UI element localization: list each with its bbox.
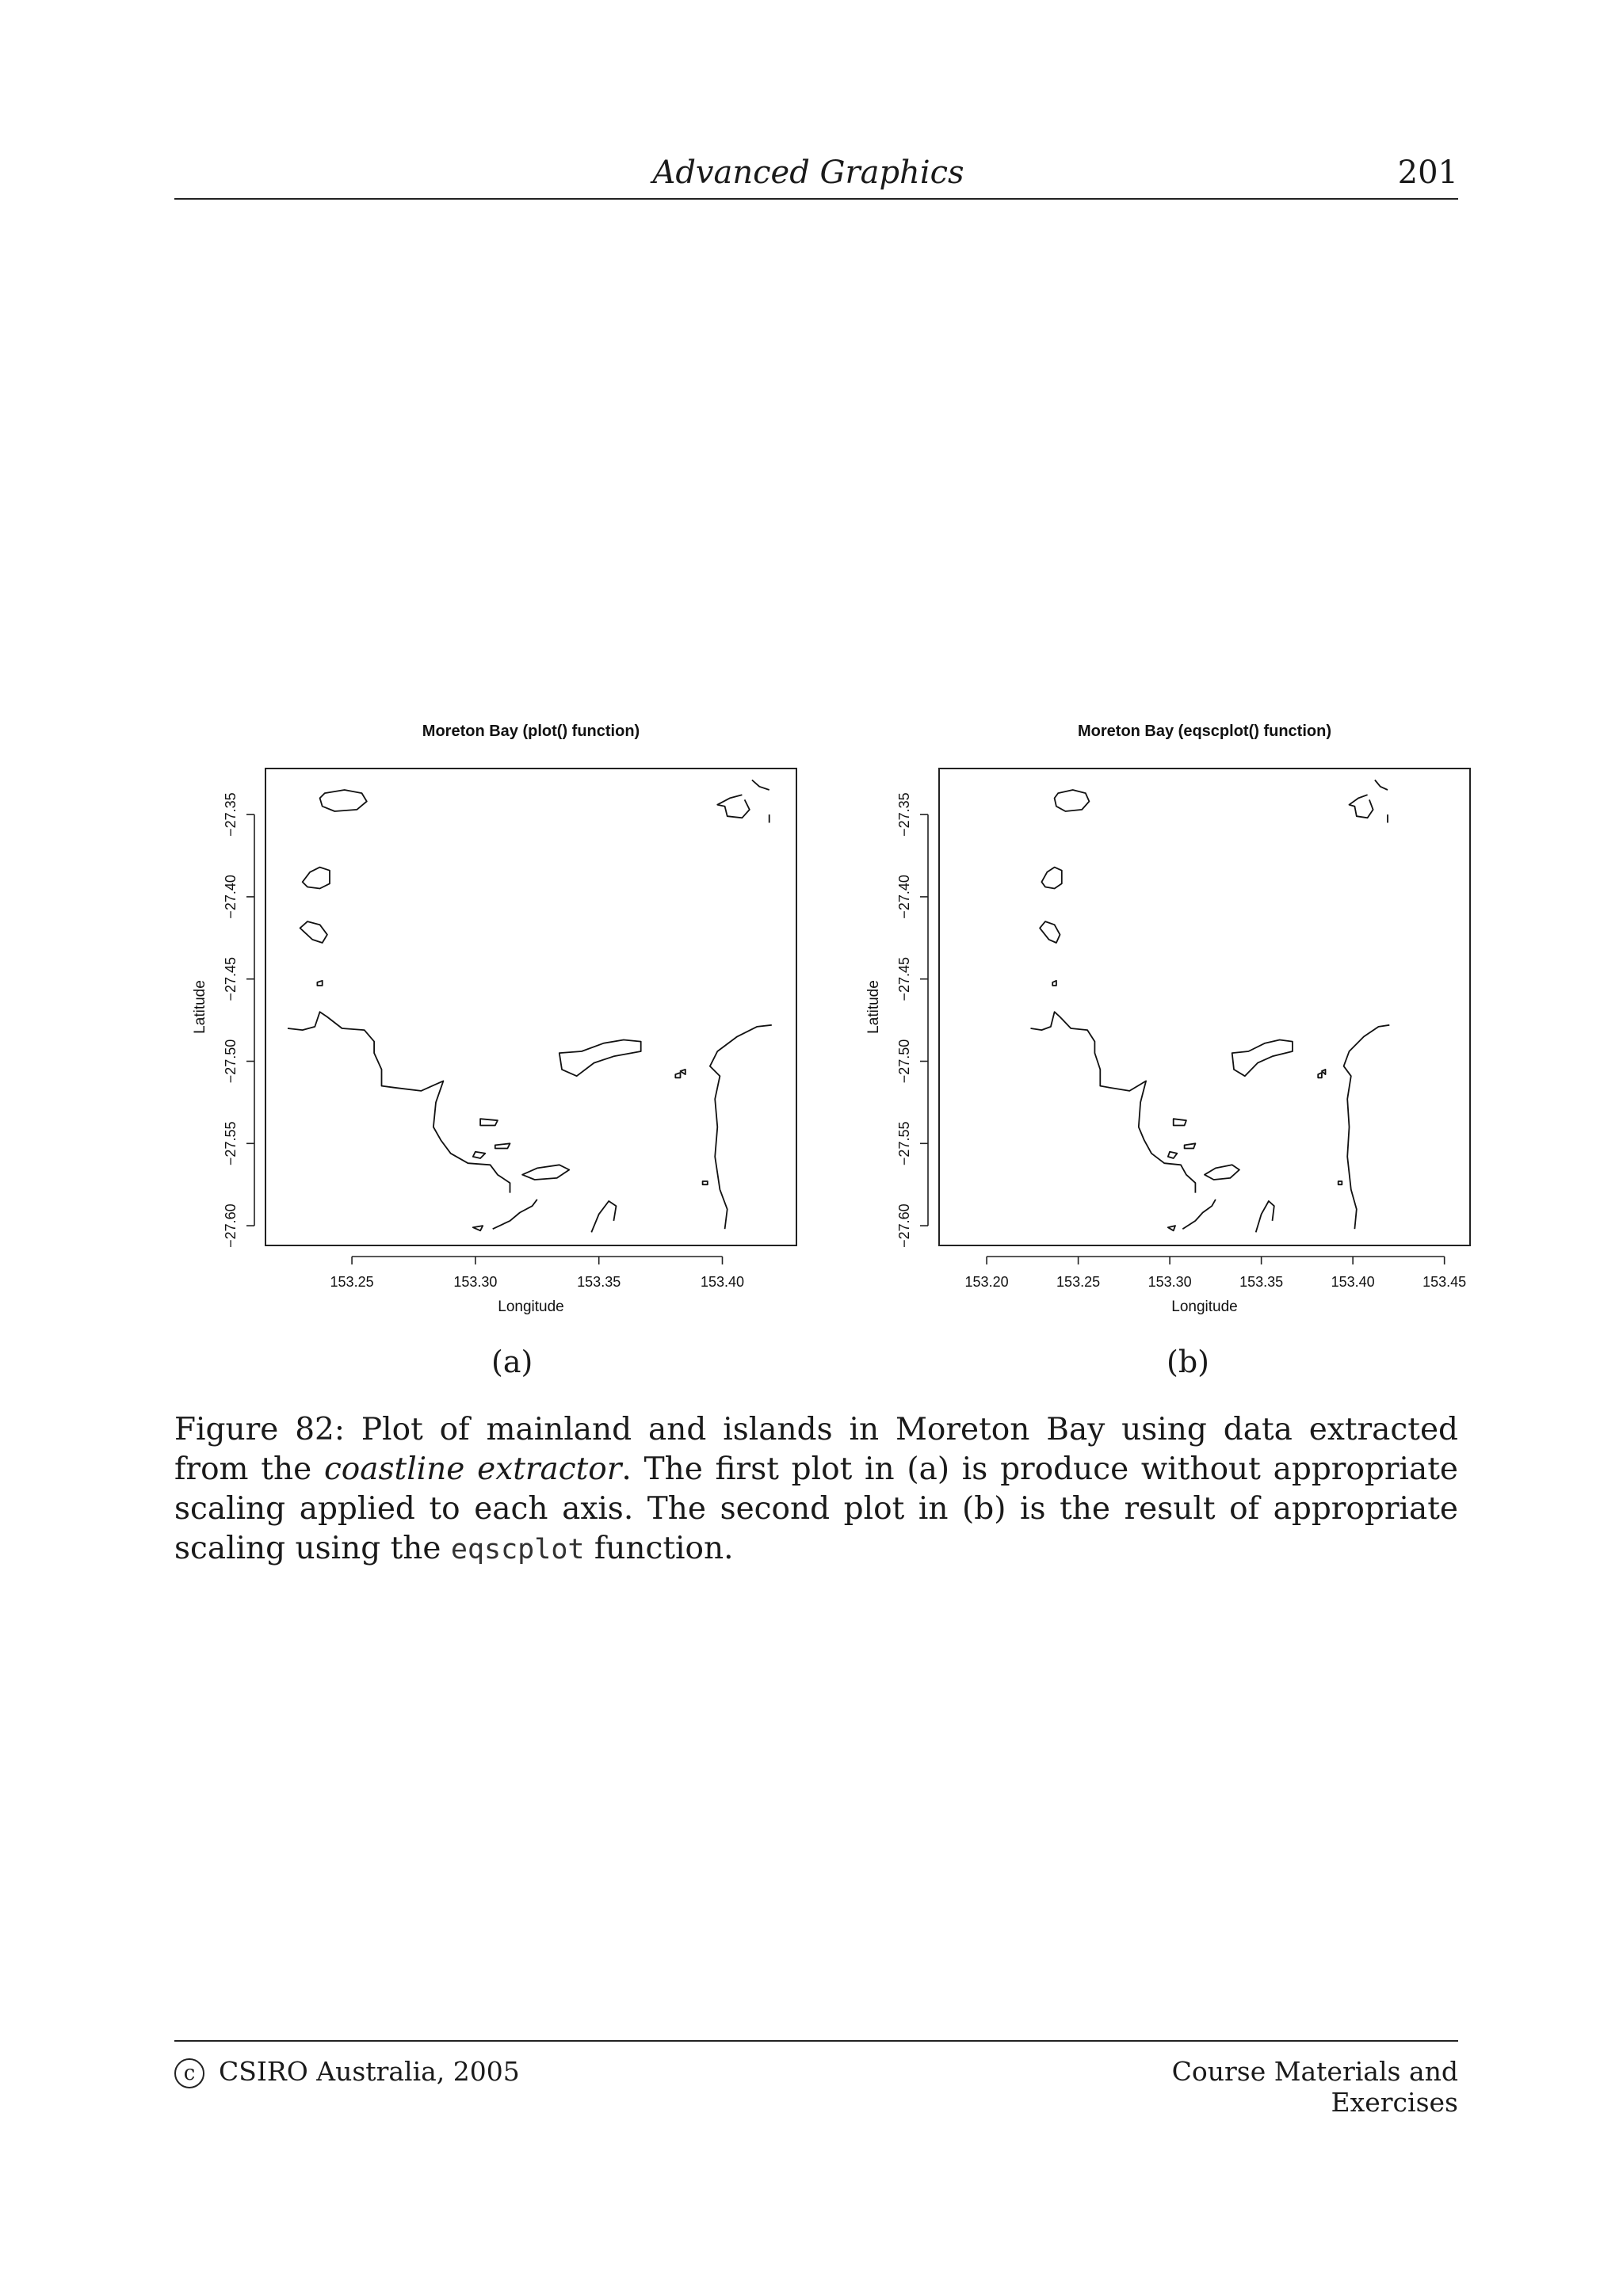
y-tick-label: −27.35 <box>223 792 239 837</box>
x-tick-label: 153.35 <box>1239 1274 1284 1290</box>
x-tick-label: 153.45 <box>1423 1274 1467 1290</box>
island-outline <box>300 921 327 943</box>
y-tick-label: −27.35 <box>896 792 912 837</box>
x-axis <box>330 1257 745 1290</box>
y-tick-label: −27.45 <box>896 956 912 1001</box>
coastline-segment <box>752 780 769 791</box>
island-outline <box>1205 1165 1239 1180</box>
copyright-symbol: c <box>174 2058 204 2088</box>
x-tick-label: 153.25 <box>330 1274 374 1290</box>
caption-lead: Figure 82: Plot of mainland and islands in Moreton Bay using data extracted from the <box>174 1412 1458 1487</box>
footer-right-text: Course Materials and Exercises <box>1171 2056 1458 2118</box>
coastline-segment <box>591 1201 616 1232</box>
coastline-segment <box>1350 795 1373 818</box>
y-tick-label: −27.40 <box>223 875 239 919</box>
y-tick-label: −27.40 <box>896 875 912 919</box>
header-rule <box>174 198 1458 200</box>
y-tick-label: −27.50 <box>223 1039 239 1084</box>
island-outline <box>522 1165 569 1180</box>
y-axis <box>896 792 928 1248</box>
caption-tail: function. <box>584 1531 734 1566</box>
y-tick-label: −27.55 <box>223 1121 239 1166</box>
coastline-layer <box>288 780 772 1233</box>
island-outline <box>495 1143 510 1148</box>
island-outline <box>1041 868 1061 889</box>
island-outline <box>1168 1226 1175 1230</box>
x-axis <box>965 1257 1467 1290</box>
y-axis-label: Latitude <box>865 980 882 1034</box>
y-tick-label: −27.60 <box>223 1203 239 1248</box>
footer-copyright <box>174 2056 520 2088</box>
subfigure-label-b: (b) <box>1167 1344 1209 1379</box>
island-outline <box>1168 1152 1178 1158</box>
island-outline <box>1052 981 1056 986</box>
y-tick-label: −27.55 <box>896 1121 912 1166</box>
island-outline <box>1040 921 1060 943</box>
y-tick-label: −27.45 <box>223 956 239 1001</box>
island-outline <box>1174 1119 1186 1125</box>
island-outline <box>303 868 330 889</box>
coastline-layer <box>1031 780 1390 1233</box>
y-axis <box>223 792 254 1248</box>
footer-left-text: CSIRO Australia, 2005 <box>219 2056 520 2087</box>
chart-title: Moreton Bay (eqscplot() function) <box>1078 723 1331 740</box>
chart-title: Moreton Bay (plot() function) <box>422 723 640 740</box>
subfigure-label-a: (a) <box>491 1344 533 1379</box>
island-outline <box>681 1070 685 1074</box>
x-tick-label: 153.40 <box>1331 1274 1375 1290</box>
chart-eqscplot-function <box>856 709 1490 1343</box>
coastline-segment <box>1182 1199 1216 1229</box>
coastline-segment <box>717 795 750 818</box>
x-tick-label: 153.25 <box>1056 1274 1101 1290</box>
island-outline <box>473 1152 486 1158</box>
island-outline <box>1338 1181 1342 1184</box>
coastline-segment <box>1344 1025 1390 1229</box>
y-tick-label: −27.50 <box>896 1039 912 1084</box>
island-outline <box>1318 1073 1322 1077</box>
coastline-segment <box>1031 1012 1196 1192</box>
island-outline <box>1185 1143 1196 1148</box>
plot-frame <box>265 769 796 1245</box>
island-outline <box>1055 790 1090 811</box>
coastline-segment <box>493 1199 537 1229</box>
coastline-segment <box>1375 780 1388 791</box>
coastline-segment <box>710 1025 772 1229</box>
x-tick-label: 153.30 <box>1148 1274 1192 1290</box>
island-outline <box>473 1226 483 1230</box>
footer-rule <box>174 2040 1458 2042</box>
coastline-segment <box>288 1012 510 1192</box>
x-axis-label: Longitude <box>498 1299 564 1315</box>
x-tick-label: 153.35 <box>577 1274 621 1290</box>
caption-italic: coastline extractor <box>323 1451 622 1487</box>
x-tick-label: 153.40 <box>700 1274 745 1290</box>
figure-caption <box>174 1410 1458 1569</box>
island-outline <box>317 981 322 986</box>
island-outline <box>703 1181 708 1184</box>
island-outline <box>480 1119 498 1125</box>
y-tick-label: −27.60 <box>896 1203 912 1248</box>
y-axis-label: Latitude <box>192 980 208 1034</box>
page-number: 201 <box>1397 154 1458 191</box>
caption-middle: . The first plot in (a) is produce without appropriate scaling applied to each axis. The second plot in (b) is the result of appropriate scaling using the <box>174 1451 1458 1566</box>
island-outline <box>320 790 367 811</box>
island-outline <box>559 1040 641 1077</box>
chart-plot-function <box>182 709 816 1343</box>
running-header-title: Advanced Graphics <box>652 154 964 191</box>
x-tick-label: 153.30 <box>453 1274 498 1290</box>
island-outline <box>675 1073 680 1077</box>
caption-code: eqscplot <box>450 1534 585 1566</box>
x-tick-label: 153.20 <box>964 1274 1009 1290</box>
island-outline <box>1232 1040 1293 1077</box>
coastline-segment <box>1256 1201 1274 1232</box>
x-axis-label: Longitude <box>1171 1299 1238 1315</box>
